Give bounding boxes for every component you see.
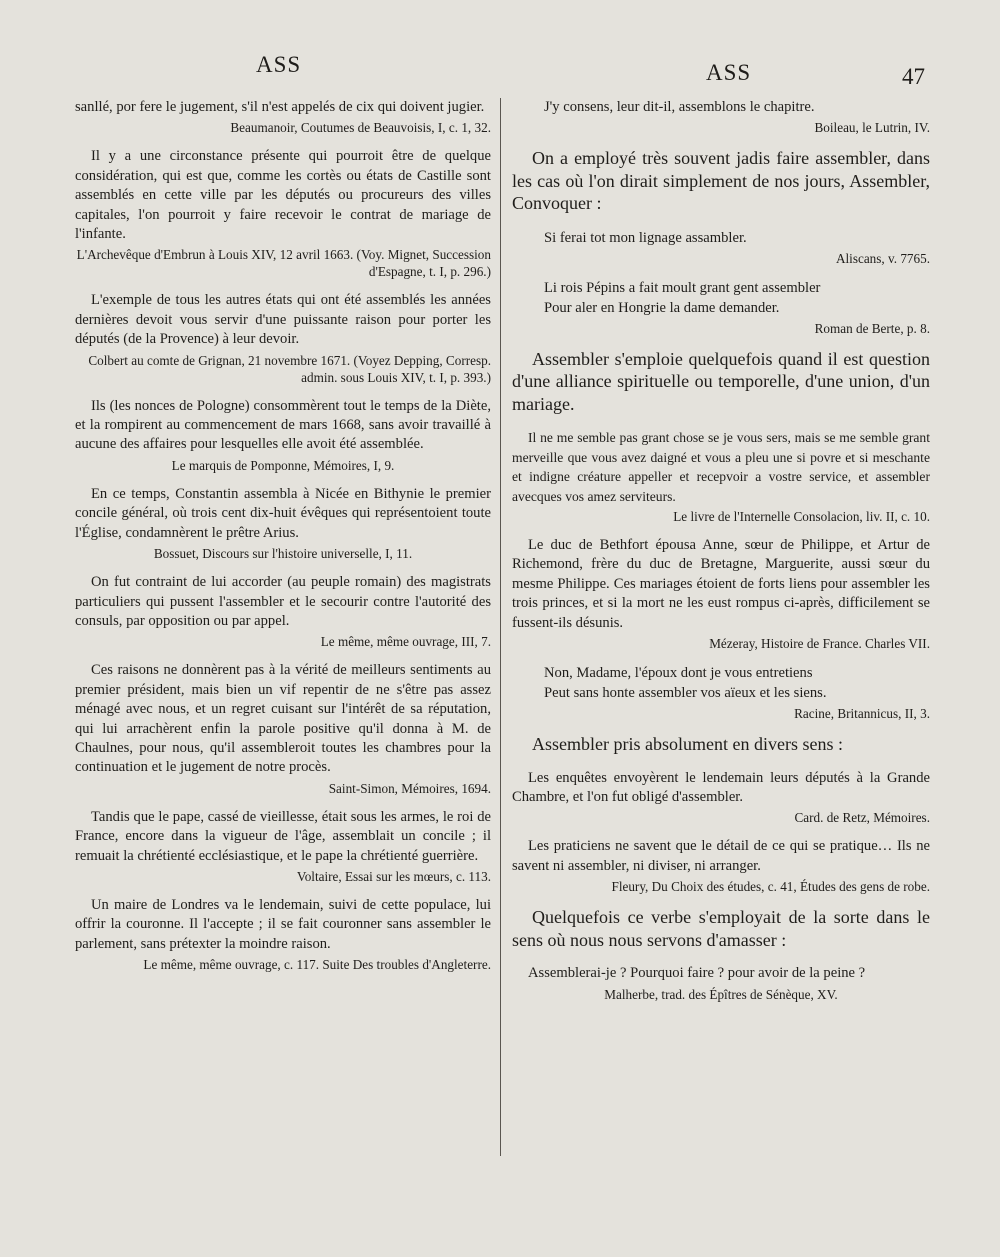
definition-text: Assembler s'emploie quelquefois quand il est question d'une alliance spirituelle ou temporelle, d'une union, d'un mariage. xyxy=(512,348,930,414)
citation-source: Colbert au comte de Grignan, 21 novembre 1671. (Voyez Depping, Corresp. admin. sous Louis XIV, t. I, p. 393.) xyxy=(88,352,491,385)
citation-text: Il ne me semble pas grant chose se je vous sers, mais se me semble grant merveille que vous avez daigné et vous a pleu une si povre et si meschante et indigne créature appeller et recepvoir a vostre service, et assembler avecques vos amez serviteurs. xyxy=(512,430,930,504)
citation-source: Racine, Britannicus, II, 3. xyxy=(794,706,930,722)
citation-text: Le duc de Bethfort épousa Anne, sœur de Philippe, et Artur de Richemond, frère du duc de Bretagne, Marguerite, aussi sœur du mesme Philippe. Ces mariages étoient de forts liens pour assembler les trois princes, et si la mort ne les eust rompus ci-après, difficilement se fussent-ils désunis. xyxy=(512,537,930,631)
citation-source: Beaumanoir, Coutumes de Beauvoisis, I, c. 1, 32. xyxy=(230,120,491,136)
verse-line: Non, Madame, l'époux dont je vous entretiens xyxy=(544,665,813,682)
running-head-left: ASS xyxy=(256,52,302,77)
citation-text: Il y a une circonstance présente qui pourroit être de quelque considération, qui est que, comme les cortès ou états de Castille sont assemblés en cette ville par les députés ou procureurs des villes capitales, l'on pourroit y faire recevoir le contrat de mariage de l'infante. xyxy=(75,148,491,243)
citation-text: L'exemple de tous les autres états qui ont été assemblés les années dernières devoit vous servir d'une puissante raison pour porter les députés (de la Provence) à leur devoir. xyxy=(75,292,491,348)
definition-text: Assembler pris absolument en divers sens : xyxy=(532,734,843,755)
citation-source: Boileau, le Lutrin, IV. xyxy=(814,120,930,136)
citation-block xyxy=(75,98,491,136)
citation-block xyxy=(75,291,491,385)
citation-block xyxy=(512,98,930,136)
citation-source: Fleury, Du Choix des études, c. 41, Études des gens de robe. xyxy=(611,879,930,895)
citation-source: Aliscans, v. 7765. xyxy=(835,250,930,266)
citation-text: En ce temps, Constantin assembla à Nicée en Bithynie le premier concile général, où trois cent dix-huit évêques qui représentoient toute l'Église, condamnèrent le prêtre Arius. xyxy=(75,485,491,541)
citation-source: Roman de Berte, p. 8. xyxy=(814,320,930,336)
definition-text: On a employé très souvent jadis faire assembler, dans les cas où l'on dirait simplement de nos jours, Assembler, Convoquer : xyxy=(512,148,930,214)
citation-text: Les praticiens ne savent que le détail de ce qui se pratique… Ils ne savent ni assembler, ni diviser, ni arranger. xyxy=(512,838,930,874)
citation-text: sanllé, por fere le jugement, s'il n'est appelés de cix qui doivent jugier. xyxy=(75,99,485,115)
definition-text: Quelquefois ce verbe s'employait de la sorte dans le sens où nous nous servons d'amasser : xyxy=(512,907,930,950)
citation-text: On fut contraint de lui accorder (au peuple romain) des magistrats particuliers qui pussent l'assembler et le secourir contre l'autorité des consuls, par opposition ou par appel. xyxy=(75,574,491,629)
citation-block xyxy=(512,964,930,1002)
verse-line: Pour aler en Hongrie la dame demander. xyxy=(544,299,780,316)
citation-block xyxy=(75,573,491,650)
citation-block xyxy=(75,397,491,474)
citation-source: Le livre de l'Internelle Consolacion, liv. II, c. 10. xyxy=(673,509,930,525)
citation-block xyxy=(75,661,491,796)
left-column xyxy=(75,98,491,984)
verse-block xyxy=(512,278,930,337)
citation-text: Assemblerai-je ? Pourquoi faire ? pour avoir de la peine ? xyxy=(528,965,866,982)
page-number: 47 xyxy=(902,64,925,89)
citation-source: Le même, même ouvrage, III, 7. xyxy=(320,634,491,650)
citation-text: Tandis que le pape, cassé de vieillesse, était sous les armes, le roi de France, encore dans la vigueur de l'âge, assemblait un concile ; il remuait la chrétienté ecclésiastique, et le pape la chrétienté guerrière. xyxy=(75,808,491,864)
citation-text: Un maire de Londres va le lendemain, suivi de cette populace, lui offrir la couronne. Il l'accepte ; il se fait couronner sans assembler le parlement, sans prétexter la moindre raison. xyxy=(75,896,491,952)
citation-block xyxy=(512,769,930,827)
running-head-right: ASS xyxy=(706,60,752,85)
verse-line: Si ferai tot mon lignage assambler. xyxy=(544,229,747,246)
citation-source: Le marquis de Pomponne, Mémoires, I, 9. xyxy=(171,457,395,473)
citation-source: Card. de Retz, Mémoires. xyxy=(794,810,930,826)
citation-text: Les enquêtes envoyèrent le lendemain leurs députés à la Grande Chambre, et l'on fut obligé d'assembler. xyxy=(512,769,930,805)
citation-block xyxy=(512,428,930,525)
right-column xyxy=(512,98,930,1014)
citation-source: Malherbe, trad. des Épîtres de Sénèque, XV. xyxy=(604,986,838,1002)
citation-source: L'Archevêque d'Embrun à Louis XIV, 12 avril 1663. (Voy. Mignet, Succession d'Espagne, t. I, p. 296.) xyxy=(76,247,491,280)
citation-source: Voltaire, Essai sur les mœurs, c. 113. xyxy=(296,868,491,884)
citation-text: Ils (les nonces de Pologne) consommèrent tout le temps de la Diète, et la rompirent au commencement de mars 1668, sans avoir travaillé à aucune des affaires pour lesquelles elle avoit été assemblée. xyxy=(75,397,491,453)
citation-source: Saint-Simon, Mémoires, 1694. xyxy=(328,780,491,796)
citation-source: Mézeray, Histoire de France. Charles VII. xyxy=(709,636,930,652)
verse-line: Peut sans honte assembler vos aïeux et les siens. xyxy=(544,685,827,702)
citation-block xyxy=(512,536,930,652)
verse-line: Li rois Pépins a fait moult grant gent assembler xyxy=(544,279,821,296)
citation-source: Bossuet, Discours sur l'histoire universelle, I, 11. xyxy=(153,546,413,562)
column-divider xyxy=(500,98,501,1156)
citation-block xyxy=(75,896,491,973)
citation-block xyxy=(75,808,491,885)
verse-block xyxy=(512,228,930,267)
citation-block xyxy=(75,147,491,280)
citation-block xyxy=(75,485,491,562)
citation-source: Le même, même ouvrage, c. 117. Suite Des troubles d'Angleterre. xyxy=(143,957,491,973)
verse-block xyxy=(512,663,930,722)
citation-text: Ces raisons ne donnèrent pas à la vérité de meilleurs sentiments au premier président, mais bien un vif repentir de ne s'être pas assez ménagé avec nous, et un regret cuisant sur l'intérêt de sa réputation, qui lui arrachèrent enfin la parole positive qu'il donna à M. de Chaulnes, pour nous, qu'il assembleroit toutes les chambres pour la continuation et le jugement de notre procès. xyxy=(75,662,491,776)
citation-block xyxy=(512,837,930,895)
verse-line: J'y consens, leur dit-il, assemblons le chapitre. xyxy=(544,99,815,115)
